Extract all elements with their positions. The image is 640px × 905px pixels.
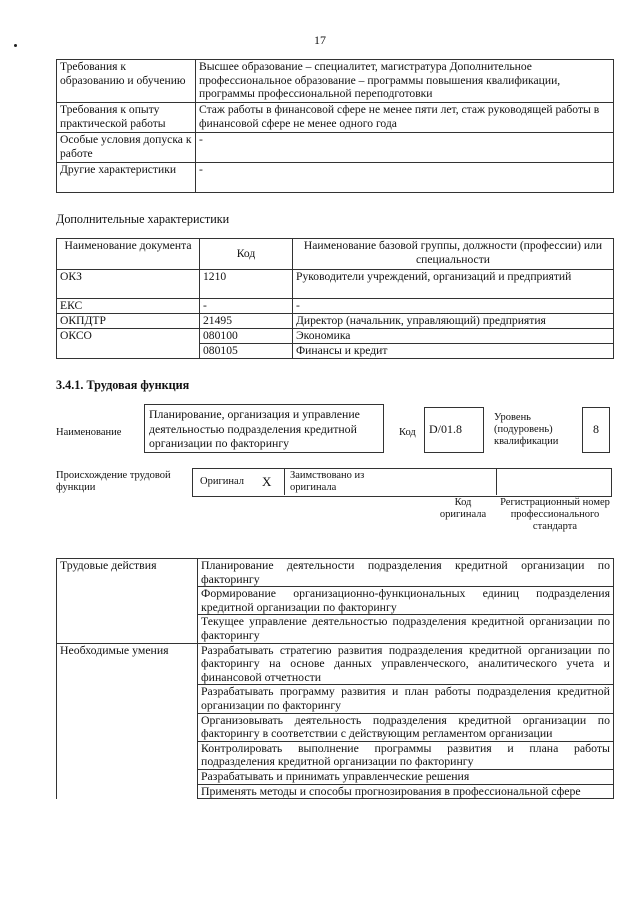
action-item: Текущее управление деятельностью подразделения кредитной организации по факторингу	[198, 615, 614, 643]
req-value: Высшее образование – специалитет, магистратура Дополнительное профессиональное образование – программы повышения квалификации, программы профессиональной переподготовки	[196, 60, 614, 103]
doc-cell: ЕКС	[57, 299, 200, 314]
doc-cell: ОКПДТР	[57, 314, 200, 329]
reg-number-label: Регистрационный номер профессионального стандарта	[500, 497, 610, 532]
name-cell: -	[293, 299, 614, 314]
page-number: 17	[314, 33, 326, 47]
scan-dot	[14, 44, 17, 47]
table-row	[57, 163, 614, 193]
skills-label-cont	[57, 741, 198, 769]
name-cell: Руководители учреждений, организаций и предприятий	[293, 270, 614, 299]
labor-table	[56, 558, 614, 799]
actions-label-cont	[57, 587, 198, 615]
table-row	[57, 270, 614, 299]
additional-table	[56, 238, 614, 359]
skills-label-cont	[57, 713, 198, 741]
req-key: Особые условия допуска к работе	[57, 133, 196, 163]
divider	[284, 468, 285, 495]
table-row	[57, 103, 614, 133]
table-row	[57, 643, 614, 685]
origin-box	[192, 468, 612, 497]
table-row	[57, 133, 614, 163]
table-row	[57, 559, 614, 587]
table-row	[57, 329, 614, 344]
additional-title: Дополнительные характеристики	[56, 212, 230, 226]
table-row	[57, 314, 614, 329]
header-name: Наименование базовой группы, должности (профессии) или специальности	[293, 239, 614, 270]
table-row	[57, 685, 614, 713]
borrowed-label: Заимствовано из оригинала	[290, 470, 365, 493]
table-row	[57, 299, 614, 314]
code-cell: 1210	[200, 270, 293, 299]
skill-item: Разрабатывать программу развития и план работы подразделения кредитной организации по факторингу	[198, 685, 614, 713]
code-cell: 080105	[200, 344, 293, 359]
orig-code-label: Код оригинала	[439, 497, 487, 520]
skill-item: Разрабатывать стратегию развития подразделения кредитной организации по факторингу на основе данных управленческого, аналитического учета и финансовой отчетности	[198, 643, 614, 685]
function-name: Планирование, организация и управление деятельностью подразделения кредитной организации по факторингу	[144, 404, 384, 453]
code-cell: 080100	[200, 329, 293, 344]
actions-label: Трудовые действия	[57, 559, 198, 587]
table-row	[57, 784, 614, 799]
code-label: Код	[399, 427, 416, 438]
req-key: Требования к опыту практической работы	[57, 103, 196, 133]
table-row	[57, 587, 614, 615]
skills-label-cont	[57, 685, 198, 713]
table-row	[57, 713, 614, 741]
name-cell: Директор (начальник, управляющий) предприятия	[293, 314, 614, 329]
req-key: Требования к образованию и обучению	[57, 60, 196, 103]
header-doc: Наименование документа	[57, 239, 200, 270]
requirements-table	[56, 59, 614, 193]
name-cell: Экономика	[293, 329, 614, 344]
action-item: Планирование деятельности подразделения кредитной организации по факторингу	[198, 559, 614, 587]
table-row	[57, 60, 614, 103]
code-cell: 21495	[200, 314, 293, 329]
req-value: -	[196, 133, 614, 163]
function-code: D/01.8	[424, 407, 484, 453]
table-header-row	[57, 239, 614, 270]
section-title: 3.4.1. Трудовая функция	[56, 378, 190, 392]
action-item: Формирование организационно-функциональных единиц подразделения кредитной организации по факторингу	[198, 587, 614, 615]
name-cell: Финансы и кредит	[293, 344, 614, 359]
actions-label-cont	[57, 615, 198, 643]
skills-label-cont	[57, 784, 198, 799]
table-row	[57, 615, 614, 643]
skill-item: Разрабатывать и принимать управленческие решения	[198, 769, 614, 784]
doc-cell: ОКЗ	[57, 270, 200, 299]
req-value: -	[196, 163, 614, 193]
skill-item: Контролировать выполнение программы развития и плана работы подразделения кредитной организации по факторингу	[198, 741, 614, 769]
level-label: Уровень (подуровень) квалификации	[494, 412, 559, 447]
skills-label: Необходимые умения	[57, 643, 198, 685]
req-value: Стаж работы в финансовой сфере не менее пяти лет, стаж руководящей работы в финансовой сфере не менее одного года	[196, 103, 614, 133]
skill-item: Организовывать деятельность подразделения кредитной организации по факторингу в соответствии с действующим регламентом организации	[198, 713, 614, 741]
level-value: 8	[582, 407, 610, 453]
table-row	[57, 741, 614, 769]
origin-label: Происхождение трудовой функции	[56, 470, 171, 493]
header-code: Код	[200, 239, 293, 270]
table-row	[57, 769, 614, 784]
doc-cell: ОКСО	[57, 329, 200, 359]
skill-item: Применять методы и способы прогнозирования в профессиональной сфере	[198, 784, 614, 799]
original-mark: X	[262, 474, 272, 489]
skills-label-cont	[57, 769, 198, 784]
code-cell: -	[200, 299, 293, 314]
divider	[496, 468, 497, 495]
name-label: Наименование	[56, 427, 122, 438]
original-label: Оригинал	[200, 476, 244, 487]
req-key: Другие характеристики	[57, 163, 196, 193]
